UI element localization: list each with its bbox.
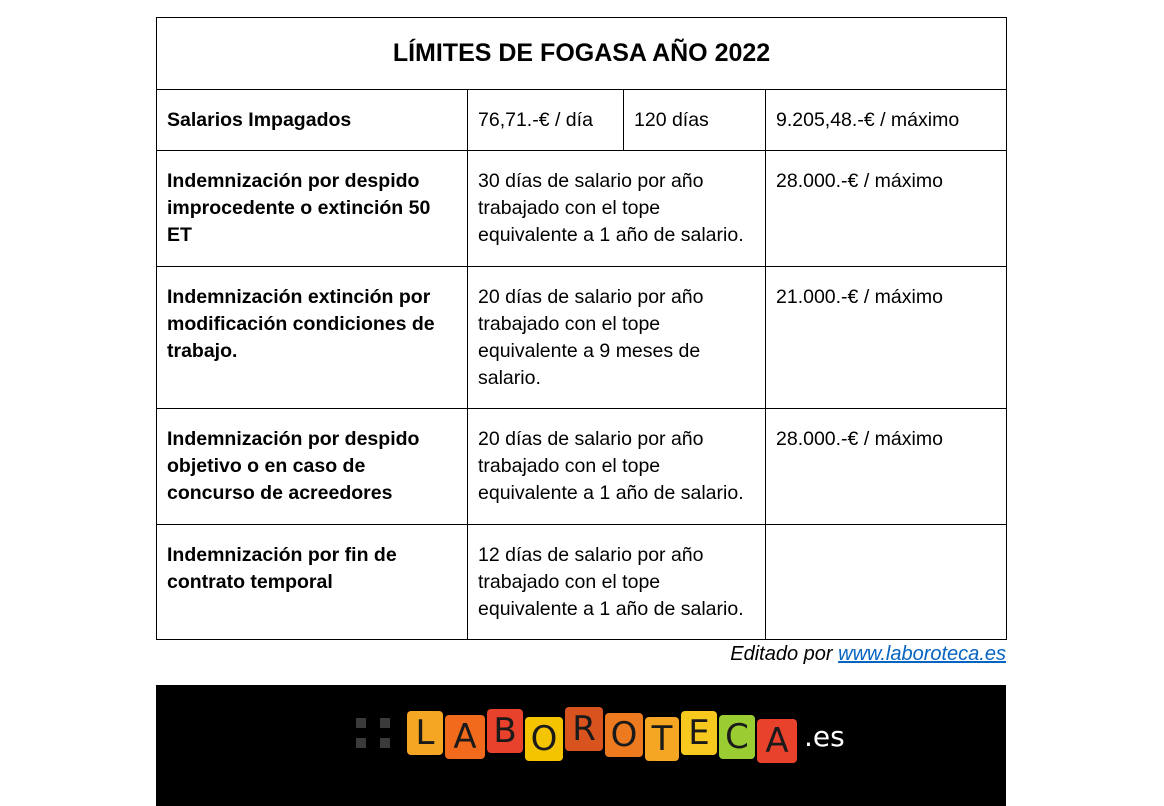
logo-domain: .es	[804, 719, 845, 753]
row-detail: 20 días de salario por año trabajado con el tope equivalente a 1 año de salario.	[468, 409, 766, 525]
daily-amount: 76,71.-€ / día	[468, 90, 624, 151]
row-detail: 12 días de salario por año trabajado con el tope equivalente a 1 año de salario.	[468, 525, 766, 640]
table-row	[157, 151, 1007, 267]
row-detail: 30 días de salario por año trabajado con el tope equivalente a 1 año de salario.	[468, 151, 766, 267]
table-row	[157, 409, 1007, 525]
table-row	[157, 267, 1007, 409]
fogasa-limits-table	[156, 17, 1007, 640]
max-amount: 28.000.-€ / máximo	[766, 151, 1007, 267]
row-label: Salarios Impagados	[157, 90, 468, 151]
logo-letter-tile: R	[565, 707, 603, 751]
max-amount: 9.205,48.-€ / máximo	[766, 90, 1007, 151]
days-limit: 120 días	[624, 90, 766, 151]
max-amount: 28.000.-€ / máximo	[766, 409, 1007, 525]
row-label: Indemnización extinción por modificación condiciones de trabajo.	[157, 267, 468, 409]
laboroteca-logo	[356, 709, 845, 761]
logo-letters	[406, 709, 798, 761]
logo-letter-tile: C	[719, 715, 755, 759]
table-title: LÍMITES DE FOGASA AÑO 2022	[157, 18, 1007, 90]
fogasa-table-container	[156, 17, 1006, 640]
laboroteca-banner	[156, 685, 1006, 806]
row-label: Indemnización por despido objetivo o en caso de concurso de acreedores	[157, 409, 468, 525]
credit-line	[730, 640, 1006, 668]
logo-letter-tile: T	[645, 717, 679, 761]
logo-letter-tile: O	[525, 717, 563, 761]
table-row	[157, 525, 1007, 640]
row-detail: 20 días de salario por año trabajado con el tope equivalente a 9 meses de salario.	[468, 267, 766, 409]
logo-letter-tile: A	[445, 715, 485, 759]
table-row	[157, 90, 1007, 151]
logo-letter-tile: A	[757, 719, 797, 763]
max-amount	[766, 525, 1007, 640]
row-label: Indemnización por despido improcedente o extinción 50 ET	[157, 151, 468, 267]
max-amount: 21.000.-€ / máximo	[766, 267, 1007, 409]
logo-letter-tile: E	[681, 711, 717, 755]
credit-prefix: Editado por	[730, 643, 833, 665]
logo-letter-tile: L	[407, 711, 443, 755]
logo-letter-tile: O	[605, 713, 643, 757]
logo-letter-tile: B	[487, 709, 523, 753]
credit-link[interactable]: www.laboroteca.es	[838, 643, 1006, 665]
row-label: Indemnización por fin de contrato temporal	[157, 525, 468, 640]
logo-dots-icon	[356, 718, 390, 748]
